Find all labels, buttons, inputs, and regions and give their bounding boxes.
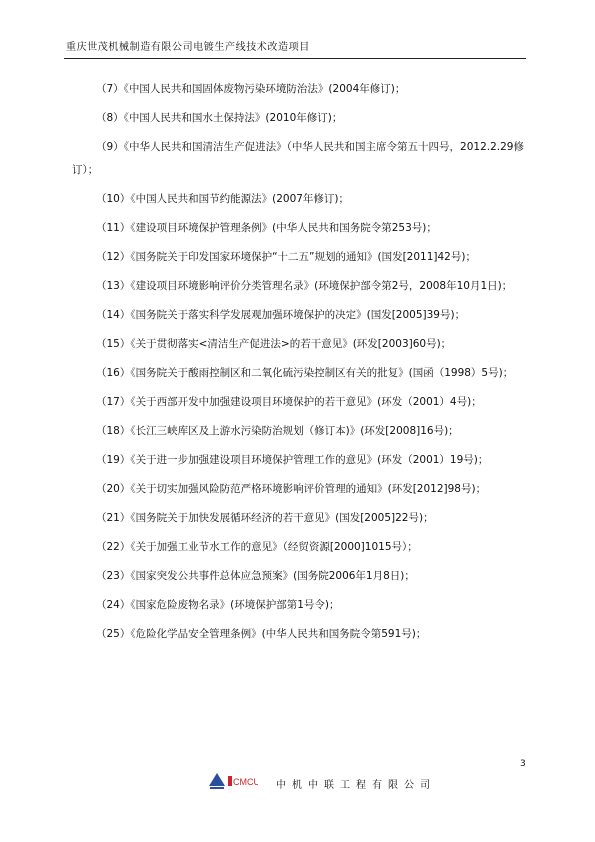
logo-text: CMCU	[233, 777, 258, 787]
footer	[0, 772, 595, 796]
company-logo-icon	[208, 772, 226, 790]
page-number: 3	[520, 759, 526, 769]
list-item: （18）《长江三峡库区及上游水污染防治规划（修订本)》(环发[2008]16号)；	[96, 425, 459, 437]
footer-company-name: 中机中联工程有限公司	[276, 780, 436, 791]
list-item: （25）《危险化学品安全管理条例》(中华人民共和国务院令第591号)；	[96, 628, 427, 640]
list-item: （10）《中国人民共和国节约能源法》(2007年修订)；	[96, 193, 350, 205]
list-item: （13）《建设项目环境影响评价分类管理名录》(环境保护部令第2号，2008年10月1日)；	[96, 280, 513, 292]
document-body	[72, 78, 524, 652]
header-divider	[64, 58, 526, 59]
list-item: （24）《国家危险废物名录》(环境保护部第1号令)；	[96, 599, 340, 611]
list-item: （15）《关于贯彻落实<清洁生产促进法>的若干意见》(环发[2003]60号)；	[96, 338, 452, 350]
list-item: （8）《中国人民共和国水土保持法》(2010年修订)；	[96, 112, 343, 124]
list-item: （19）《关于进一步加强建设项目环境保护管理工作的意见》(环发（2001）19号)；	[96, 454, 489, 466]
list-item: （21）《国务院关于加快发展循环经济的若干意见》(国发[2005]22号)；	[96, 512, 434, 524]
list-item: （14）《国务院关于落实科学发展观加强环境保护的决定》(国发[2005]39号)；	[96, 309, 466, 321]
list-item: （20）《关于切实加强风险防范严格环境影响评价管理的通知》(环发[2012]98号)；	[96, 483, 487, 495]
list-item: （7）《中国人民共和国固体废物污染环境防治法》(2004年修订)；	[96, 83, 406, 95]
list-item: （12）《国务院关于印发国家环境保护“十二五”规划的通知》(国发[2011]42号)；	[96, 251, 476, 263]
list-item: （22）《关于加强工业节水工作的意见》（经贸资源[2000]1015号）；	[96, 541, 418, 553]
list-item: （9）《中华人民共和国清洁生产促进法》（中华人民共和国主席令第五十四号，2012.2.29修订）；	[72, 141, 524, 176]
list-item: （23）《国家突发公共事件总体应急预案》(国务院2006年1月8日)；	[96, 570, 415, 582]
cmcu-logo-icon	[228, 772, 258, 790]
list-item: （11）《建设项目环境保护管理条例》(中华人民共和国务院令第253号)；	[96, 222, 437, 234]
list-item: （17）《关于西部开发中加强建设项目环境保护的若干意见》(环发（2001）4号)；	[96, 396, 482, 408]
header-title: 重庆世茂机械制造有限公司电镀生产线技术改造项目	[66, 42, 310, 53]
list-item: （16）《国务院关于酸雨控制区和二氧化硫污染控制区有关的批复》(国函（1998）5号)；	[96, 367, 514, 379]
